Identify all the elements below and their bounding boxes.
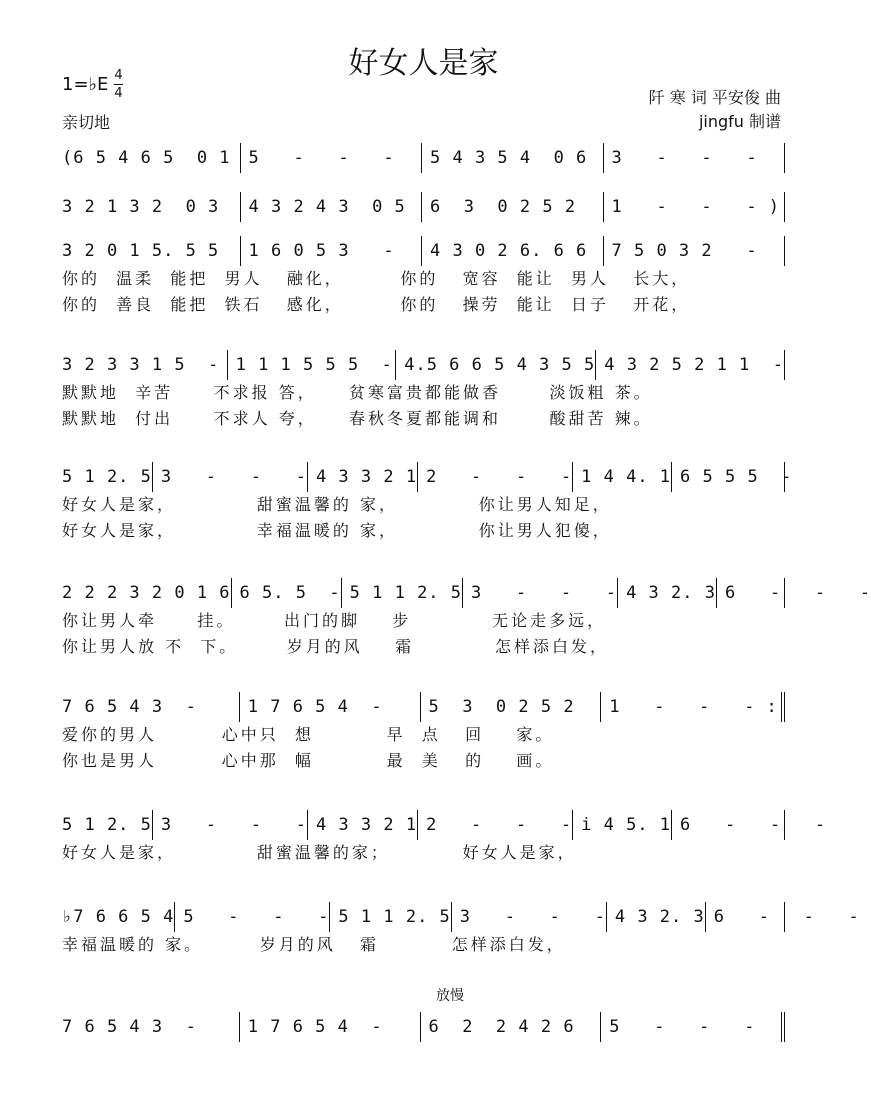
measure: 1 6 0 5 3 - <box>240 236 422 266</box>
staff-row-4 <box>58 350 785 432</box>
lyric-line: 爱你的男人 心中只 想 早 点 回 家。 <box>62 725 555 744</box>
measure: 7 6 5 4 3 - <box>62 697 197 717</box>
staff <box>58 810 827 840</box>
time-signature-bottom: 4 <box>114 86 123 101</box>
tempo-change-mark: 放慢 <box>436 988 464 1004</box>
measure: 3 - - - <box>152 810 307 840</box>
measure: 3 - - - <box>152 462 307 492</box>
tempo-marking: 亲切地 <box>62 113 111 132</box>
lyric-line: 好女人是家， 甜蜜温馨的家； 好女人是家， <box>62 843 577 862</box>
measure: 4.5 6 6 5 4 3 5 5 <box>395 350 595 380</box>
lyric-line: 默默地 辛苦 不求报 答， 贫寒富贵都能做香 淡饭粗 茶。 <box>62 383 653 402</box>
lyric-line: 好女人是家， 甜蜜温馨的 家， 你让男人知足， <box>62 495 612 514</box>
measure: 4 3 0 2 6. 6 6 <box>421 236 603 266</box>
lyric-line: 你的 温柔 能把 男人 融化， 你的 宽容 能让 男人 长大， <box>62 269 691 288</box>
lyric-line: 你也是男人 心中那 幅 最 美 的 画。 <box>62 751 555 770</box>
measure: 5 4 3 5 4 0 6 <box>421 143 603 173</box>
measure: 3 2 0 1 5. 5 5 <box>62 241 220 261</box>
measure: 1 4 4. 1 <box>572 462 671 492</box>
staff-row-8 <box>58 810 827 866</box>
measure: 6 2 2 4 2 6 <box>420 1012 601 1042</box>
measure: 2 - - - <box>417 810 572 840</box>
measure: 7 5 0 3 2 - <box>603 236 785 266</box>
measure: 5 - - - <box>600 1012 781 1042</box>
measure: 1 7 6 5 4 - <box>239 1012 420 1042</box>
measure: 5 - - - <box>240 143 422 173</box>
measure: 6 5 5 5 - <box>671 462 792 492</box>
measure: 4 3 3 2 1 <box>307 462 417 492</box>
measure: 5 1 1 2. 5 <box>341 578 462 608</box>
staff <box>58 578 871 608</box>
measure: 4 3 3 2 1 <box>307 810 417 840</box>
measure: 1 - - - ) <box>603 192 785 222</box>
measure: 6 5. 5 - <box>231 578 341 608</box>
measure: 3 - - - <box>603 143 785 173</box>
staff <box>58 1012 785 1042</box>
measure: 3 - - - <box>462 578 617 608</box>
measure: 1 - - - : <box>600 692 781 722</box>
lyric-line: 好女人是家， 幸福温暖的 家， 你让男人犯傻， <box>62 521 612 540</box>
measure: ♭7 6 6 5 4 <box>62 907 175 927</box>
composer-line: 阡 寒 词 平安俊 曲 <box>648 88 781 107</box>
measure: (6 5 4 6 5 0 1 <box>62 148 231 168</box>
measure: 2 2 2 3 2 0 1 6 <box>62 583 231 603</box>
measure: 5 1 2. 5 <box>62 467 152 487</box>
measure: 2 - - - <box>417 462 572 492</box>
staff-row-1 <box>58 143 785 173</box>
measure: 6 - - - <box>671 810 826 840</box>
measure: 6 3 0 2 5 2 <box>421 192 603 222</box>
staff <box>58 143 785 173</box>
lyric-line: 幸福温暖的 家。 岁月的风 霜 怎样添白发， <box>62 935 566 954</box>
staff-row-5 <box>58 462 793 544</box>
measure: 5 1 2. 5 <box>62 815 152 835</box>
staff <box>58 692 785 722</box>
measure: 3 2 1 3 2 0 3 <box>62 197 220 217</box>
measure: 4 3 2. 3 <box>606 902 705 932</box>
lyric-line: 你让男人牵 挂。 出门的脚 步 无论走多远， <box>62 611 607 630</box>
time-signature <box>114 68 123 101</box>
staff-row-10 <box>58 1012 785 1042</box>
staff <box>58 236 785 266</box>
staff <box>58 902 860 932</box>
measure: 5 3 0 2 5 2 <box>420 692 601 722</box>
lyric-line: 默默地 付出 不求人 夸， 春秋冬夏都能调和 酸甜苦 辣。 <box>62 409 653 428</box>
staff <box>58 462 793 492</box>
measure: 7 6 5 4 3 - <box>62 1017 197 1037</box>
measure: 6 - - - <box>716 578 871 608</box>
staff <box>58 350 785 380</box>
staff-row-6 <box>58 578 871 660</box>
song-title: 好女人是家 <box>348 46 499 81</box>
measure: 3 - - - <box>451 902 606 932</box>
staff <box>58 192 785 222</box>
measure: 4 3 2. 3 <box>617 578 716 608</box>
lyric-line: 你让男人放 不 下。 岁月的风 霜 怎样添白发， <box>62 637 609 656</box>
measure: 1 1 1 5 5 5 - <box>227 350 396 380</box>
staff-row-2 <box>58 192 785 222</box>
measure: 3 2 3 3 1 5 - <box>62 355 220 375</box>
arranger-line: jingfu 制谱 <box>698 112 781 131</box>
measure: 4 3 2 4 3 0 5 <box>240 192 422 222</box>
measure: i 4 5. 1 <box>572 810 671 840</box>
measure: 5 1 1 2. 5 <box>329 902 450 932</box>
measure: 5 - - - <box>174 902 329 932</box>
credits <box>649 86 781 134</box>
measure: 6 - - - <box>705 902 860 932</box>
staff-row-9 <box>58 902 860 958</box>
staff-row-3 <box>58 236 785 318</box>
measure: 1 7 6 5 4 - <box>239 692 420 722</box>
time-signature-top: 4 <box>114 68 123 83</box>
key-signature: 1=♭E <box>62 74 109 95</box>
measure: 4 3 2 5 2 1 1 - <box>595 350 784 380</box>
lyric-line: 你的 善良 能把 铁石 感化， 你的 操劳 能让 日子 开花， <box>62 295 691 314</box>
staff-row-7 <box>58 692 785 774</box>
